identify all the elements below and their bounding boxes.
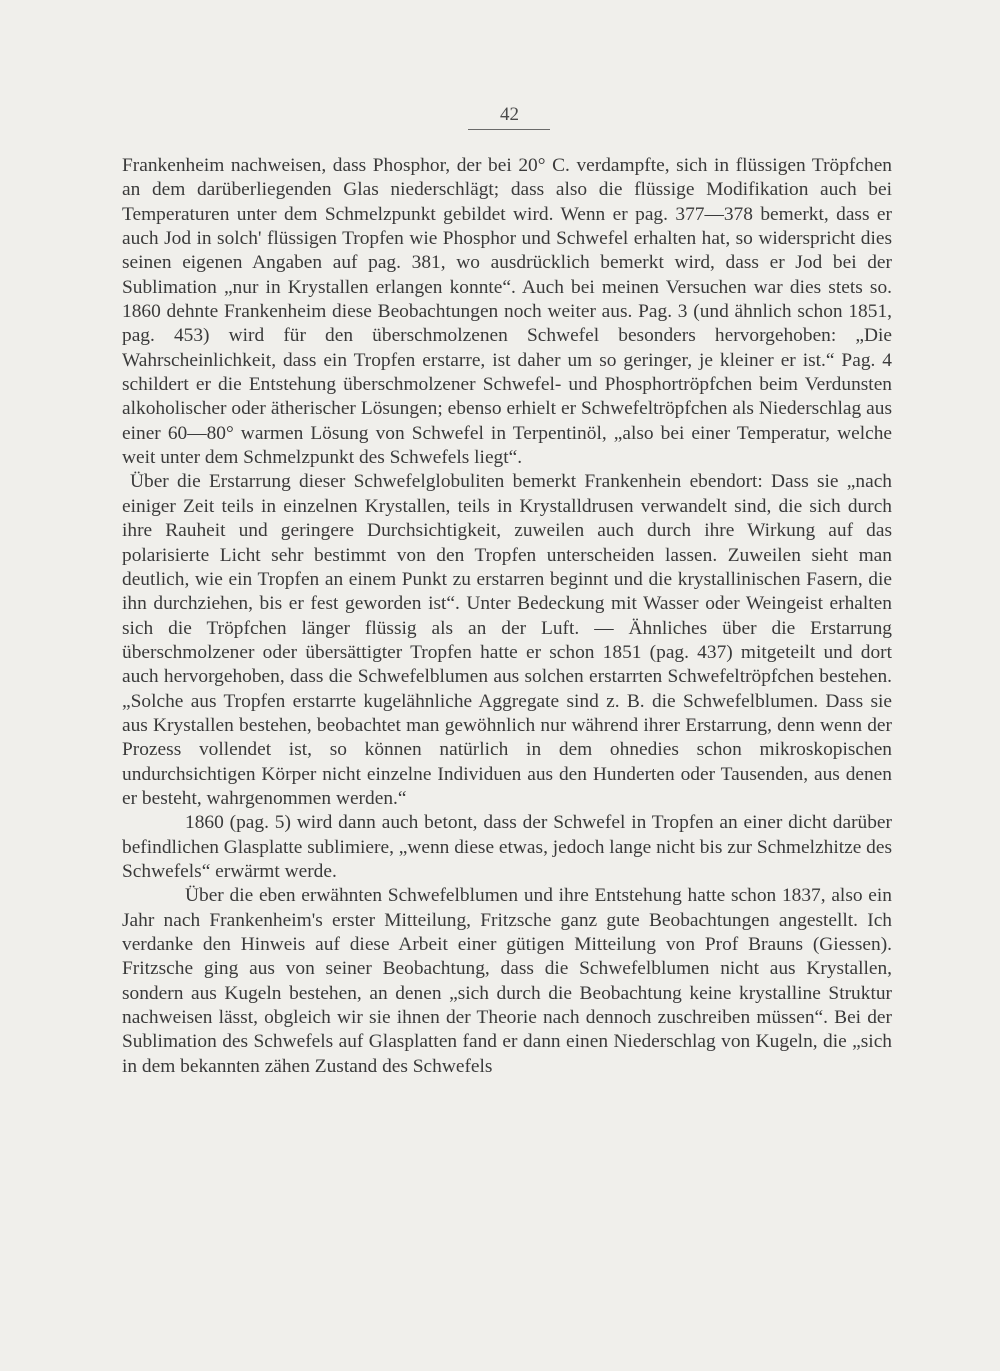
paragraph-4: Über die eben erwähnten Schwefelblumen und ihre Entstehung hatte schon 1837, also ein Jahr nach Frankenheim's erster Mitteilung, Fritzsche ganz gute Beobachtungen angestellt. Ich verdanke den Hinweis auf diese Arbeit einer gütigen Mitteilung von Prof Brauns (Giessen). Fritzsche ging aus von seiner Beobachtung, dass die Schwefelblumen nicht aus Krystallen, sondern aus Kugeln bestehen, an denen „sich durch die Beobachtung keine krystalline Struktur nachweisen lässt, obgleich wir sie ihnen der Theorie nach dennoch zuschreiben müssen“. Bei der Sublimation des Schwefels auf Glasplatten fand er dann einen Niederschlag von Kugeln, die „sich in dem bekannten zähen Zustand des Schwefels <box>122 885 892 1077</box>
body-text <box>122 154 892 1079</box>
page-number: 42 <box>500 104 519 125</box>
page-number-rule <box>468 129 550 130</box>
paragraph-1: Frankenheim nachweisen, dass Phosphor, der bei 20° C. verdampfte, sich in flüssigen Tröpfchen an dem darüberliegenden Glas niederschlägt; dass also die flüssige Modifikation auch bei Temperaturen unter dem Schmelzpunkt gebildet wird. Wenn er pag. 377—378 bemerkt, dass er auch Jod in solch' flüssigen Tropfen wie Phosphor und Schwefel erhalten hat, so widerspricht dies seinen eigenen Angaben auf pag. 381, wo ausdrücklich bemerkt wird, dass er Jod bei der Sublimation „nur in Krystallen erlangen konnte“. Auch bei meinen Versuchen war dies stets so. 1860 dehnte Frankenheim diese Beobachtungen noch weiter aus. Pag. 3 (und ähnlich schon 1851, pag. 453) wird für den überschmolzenen Schwefel besonders hervorgehoben: „Die Wahrscheinlichkeit, dass ein Tropfen erstarre, ist daher um so geringer, je kleiner er ist.“ Pag. 4 schildert er die Entstehung überschmolzener Schwefel- und Phosphortröpfchen beim Verdunsten alkoholischer oder ätherischer Lösungen; ebenso erhielt er Schwefeltröpfchen als Niederschlag aus einer 60—80° warmen Lösung von Schwefel in Terpentinöl, „also bei einer Temperatur, welche weit unter dem Schmelzpunkt des Schwefels liegt“. <box>122 155 892 469</box>
paragraph-2: Über die Erstarrung dieser Schwefelglobuliten bemerkt Frankenhein ebendort: Dass sie „nach einiger Zeit teils in einzelnen Krystallen, teils in Krystalldrusen verwandelt sind, die sich durch ihre Rauheit und geringere Durchsichtigkeit, zuweilen auch durch ihre Wirkung auf das polarisierte Licht sehr bestimmt von den Tropfen unterscheiden lassen. Zuweilen sieht man deutlich, wie ein Tropfen an einem Punkt zu erstarren beginnt und die krystallinischen Fasern, die ihn durchziehen, bis er fest geworden ist“. Unter Bedeckung mit Wasser oder Weingeist erhalten sich die Tröpfchen länger flüssig als an der Luft. — Ähnliches über die Erstarrung überschmolzener oder übersättigter Tropfen hatte er schon 1851 (pag. 437) mitgeteilt und dort auch hervorgehoben, dass die Schwefelblumen aus solchen erstarrten Schwefeltröpfchen bestehen. „Solche aus Tropfen erstarrte kugelähnliche Aggregate sind z. B. die Schwefelblumen. Dass sie aus Krystallen bestehen, beobachtet man gewöhnlich nur während ihrer Erstarrung, denn wenn der Prozess vollendet ist, so können natürlich in dem ohnedies schon mikroskopischen undurchsichtigen Körper nicht einzelne Individuen aus den Hunderten oder Tausenden, aus denen er besteht, wahrgenommen werden.“ <box>122 471 892 809</box>
paragraph-3: 1860 (pag. 5) wird dann auch betont, dass der Schwefel in Tropfen an einer dicht darüber befindlichen Glasplatte sublimiere, „wenn diese etwas, jedoch lange nicht bis zur Schmelzhitze des Schwefels“ erwärmt werde. <box>122 812 892 882</box>
